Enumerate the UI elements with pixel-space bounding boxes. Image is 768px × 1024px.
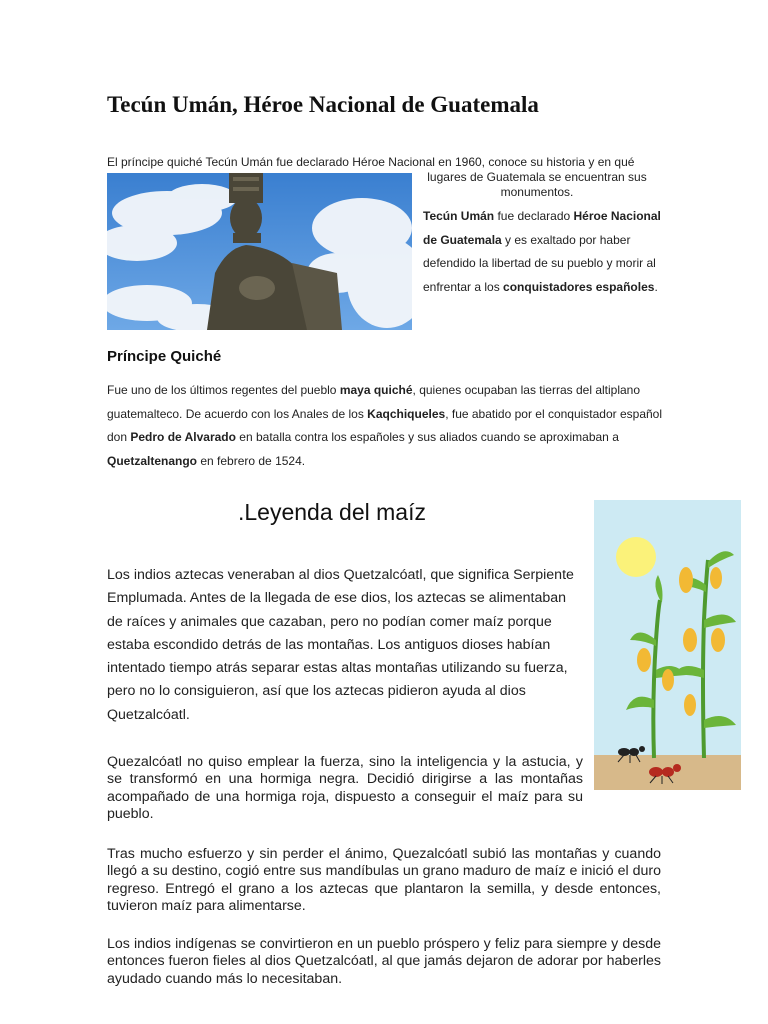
bold-conquistadores: conquistadores españoles <box>503 279 655 294</box>
intro-text: El príncipe quiché Tecún Umán fue declarado Héroe Nacional en 1960, conoce su historia y en qué <box>107 155 635 169</box>
bold-pedro-de-alvarado: Pedro de Alvarado <box>130 430 236 444</box>
summary-text: . <box>654 279 658 294</box>
corn-plants-and-ants-illustration <box>594 500 741 790</box>
legend-paragraph-4: Los indios indígenas se convirtieron en un pueblo próspero y feliz para siempre y desde entonces fueron fieles al dios Quetzalcóatl, al que jamás dejaron de adorar por haberles ayudado cuando más lo necesitaban. <box>107 936 661 987</box>
tecun-uman-statue-photo <box>107 173 412 330</box>
paragraph-text: Fue uno de los últimos regentes del pueblo <box>107 383 340 397</box>
bold-heroe-nacional: Héroe Nacional de Guatemala <box>423 209 661 247</box>
bold-quetzaltenango: Quetzaltenango <box>107 453 198 468</box>
summary-text: fue declarado <box>494 209 574 223</box>
paragraph-text: en batalla contra los españoles y sus aliados cuando se aproximaban a <box>235 430 619 444</box>
summary-text: y es exaltado por haber defendido la libertad de su pueblo y morir al enfrentar a los <box>423 232 656 294</box>
bold-tecun-uman: Tecún Umán <box>423 209 495 223</box>
legend-heading: .Leyenda del maíz <box>238 499 426 525</box>
paragraph-text: , quienes ocupaban las tierras del altiplano guatemalteco. De acuerdo con los Anales de los <box>107 383 641 421</box>
legend-paragraph-3: Tras mucho esfuerzo y sin perder el ánimo, Quezalcóatl subió las montañas y cuando llegó a su destino, cogió entre sus mandíbulas un grano maduro de maíz e inició el duro regreso. Entregó el grano a los aztecas que plantaron la semilla, y desde entonces, tuvieron maíz para alimentarse. <box>107 846 661 914</box>
paragraph-text: , fue abatido por el conquistador español don <box>107 406 663 444</box>
legend-paragraph-2: Quezalcóatl no quiso emplear la fuerza, sino la inteligencia y la astucia, y se transformó en una hormiga negra. Decidió dirigirse a las montañas acompañado de una hormiga roja, dispuesto a conseguir el maíz para su pueblo. <box>107 754 583 822</box>
document-title: Tecún Umán, Héroe Nacional de Guatemala <box>107 92 539 117</box>
legend-paragraph-1: Los indios aztecas veneraban al dios Quetzalcóatl, que significa Serpiente Emplumada. Antes de la llegada de ese dios, los aztecas se alimentaban de raíces y animales que cazaban, pero no podían comer maíz porque estaba escondido detrás de las montañas. Los antiguos dioses habían intentado tiempo atrás separar estas altas montañas utilizando su fuerza, pero no lo consiguieron, así que los aztecas pidieron ayuda al dios Quetzalcóatl. <box>107 567 574 723</box>
bold-kaqchiqueles: Kaqchiqueles <box>367 406 446 421</box>
paragraph-text: en febrero de 1524. <box>197 453 306 468</box>
summary-paragraph <box>423 205 668 299</box>
bold-maya-quiche: maya quiché <box>339 383 413 397</box>
section-heading: Príncipe Quiché <box>107 348 222 365</box>
intro-text-continued: lugares de Guatemala se encuentran sus monumentos. <box>427 170 647 199</box>
principe-quiche-paragraph <box>107 379 667 473</box>
